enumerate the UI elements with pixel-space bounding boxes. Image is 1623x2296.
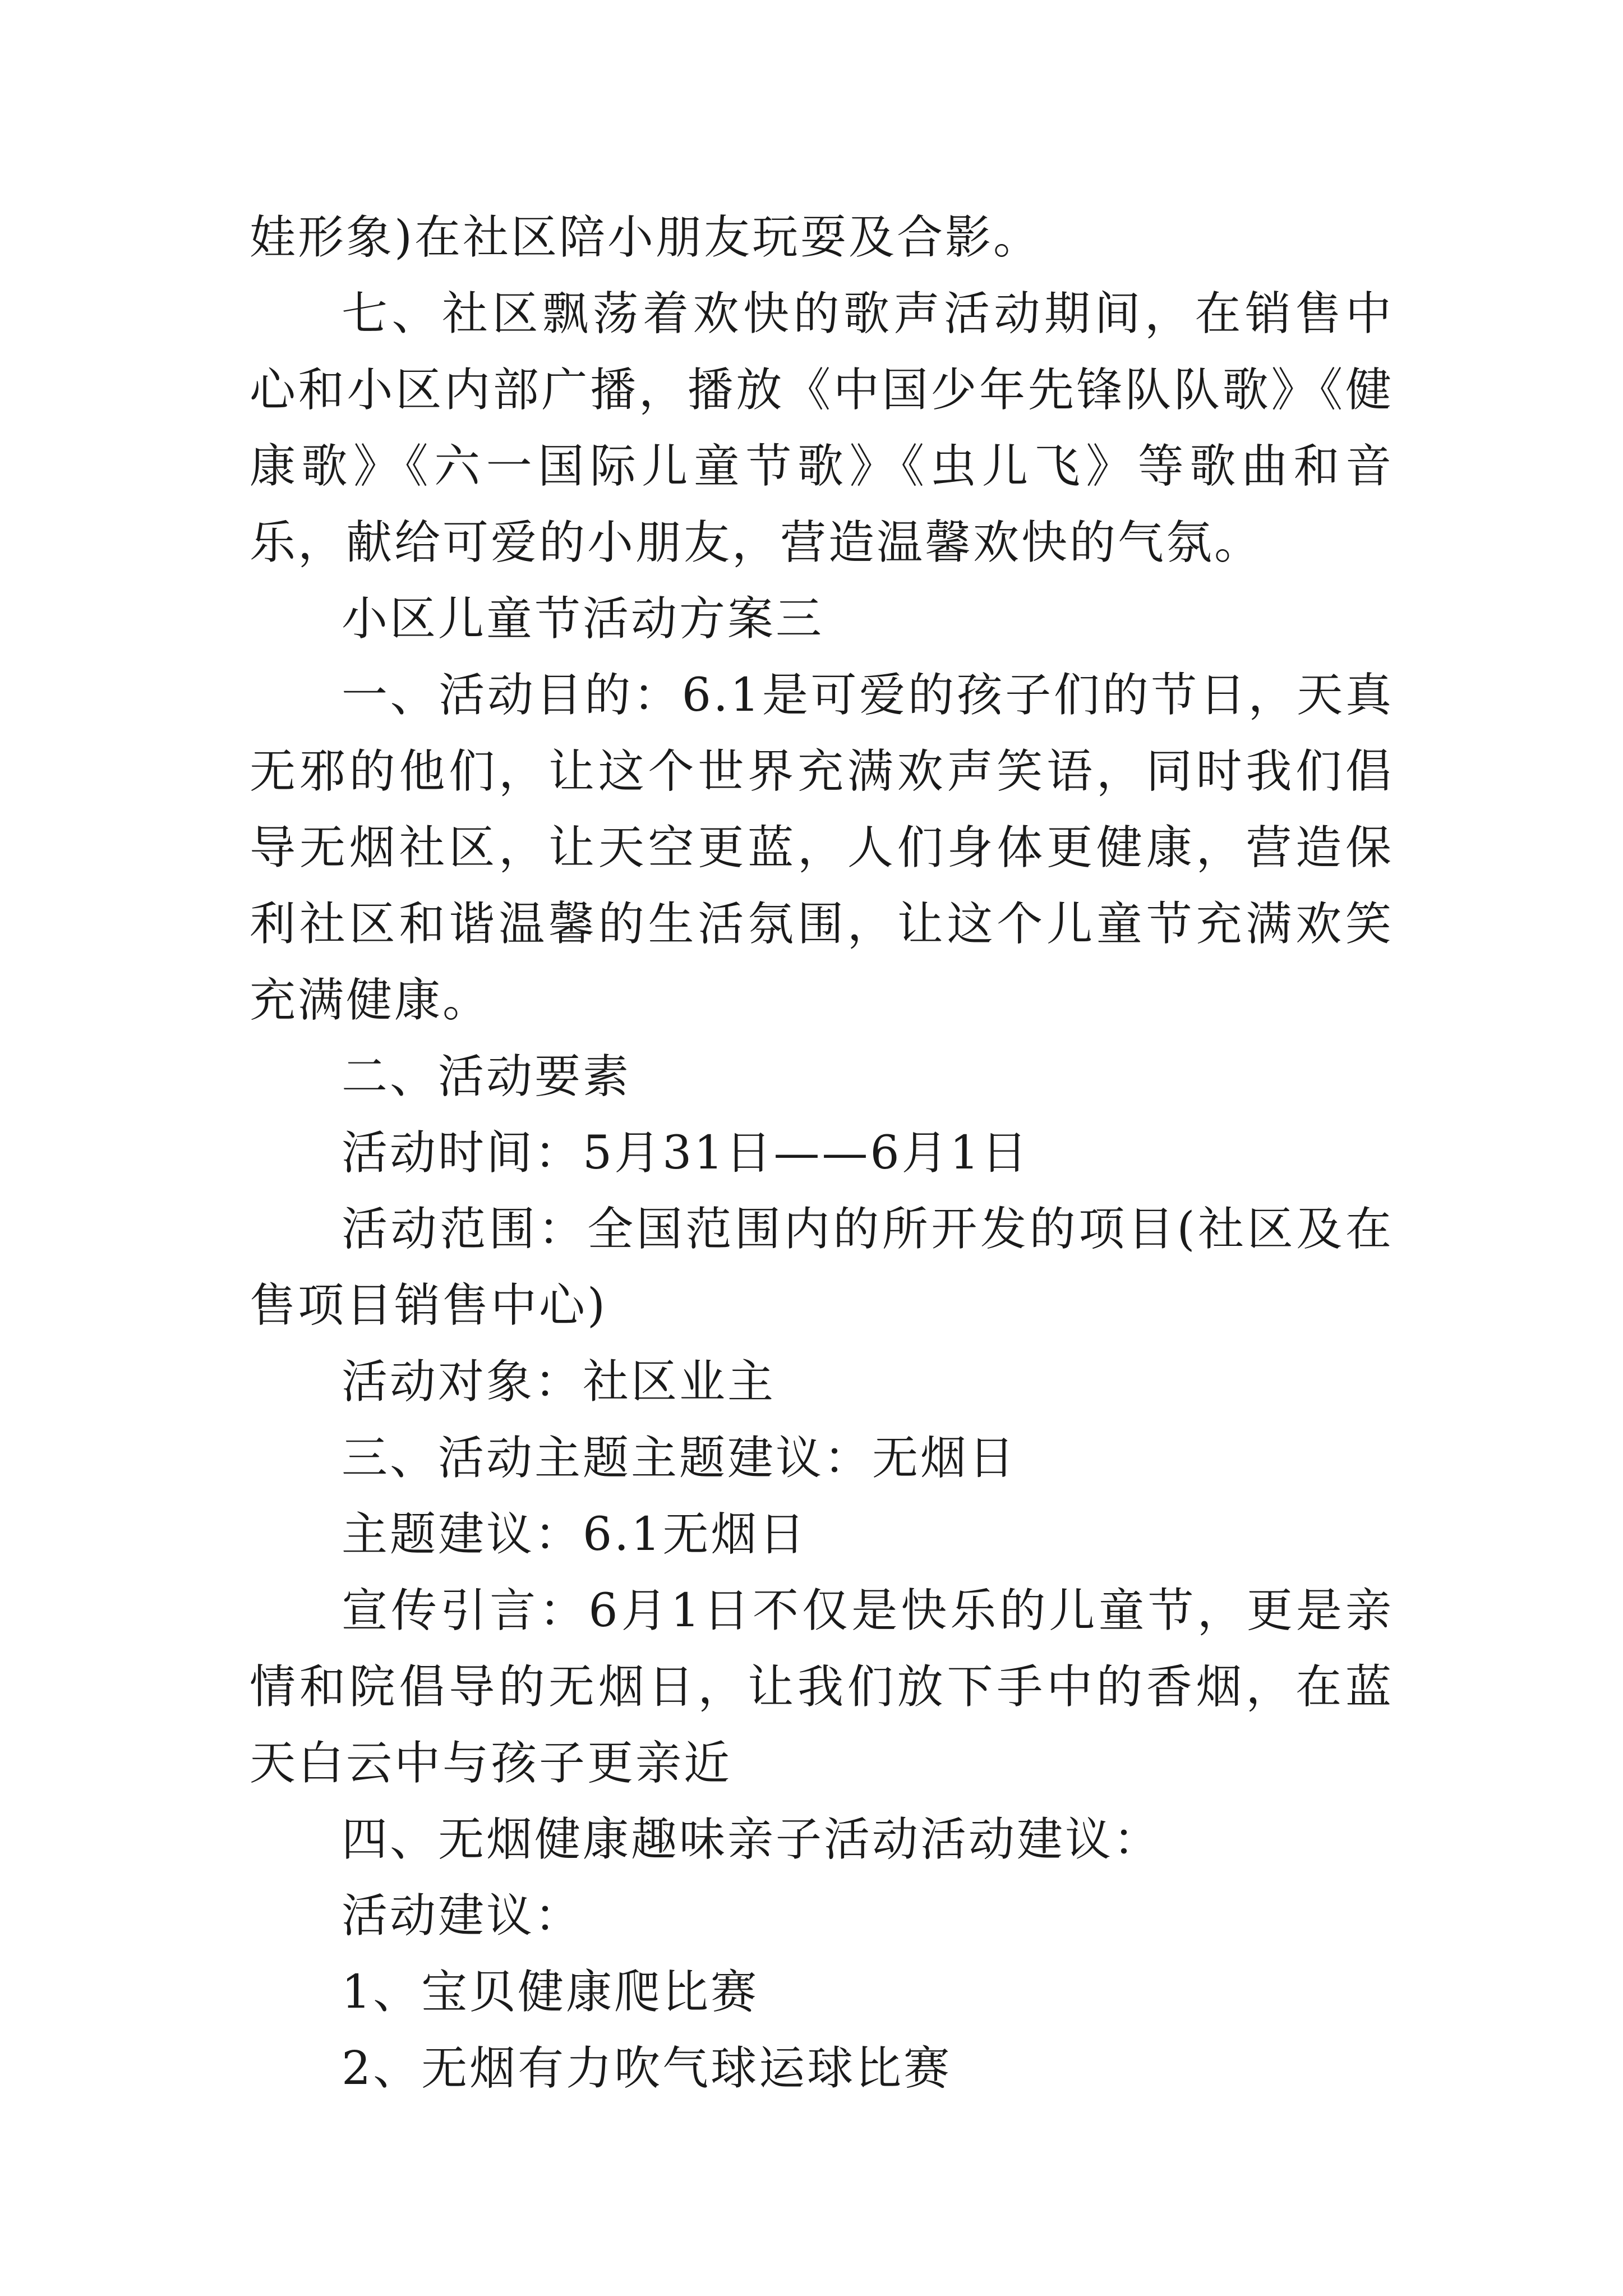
promo-intro: 宣传引言：6月1日不仅是快乐的儿童节，更是亲情和院倡导的无烟日，让我们放下手中的香烟，在蓝天白云中与孩子更亲近 — [250, 1584, 1394, 1790]
heading-family-activities: 四、无烟健康趣味亲子活动活动建议： — [342, 1813, 1162, 1866]
section-heading-plan-three: 小区儿童节活动方案三 — [342, 592, 824, 646]
activity-target: 活动对象：社区业主 — [342, 1355, 776, 1409]
paragraph-2: 七、社区飘荡着欢快的歌声活动期间，在销售中心和小区内部广播，播放《中国少年先锋队队歌》《健康歌》《六一国际儿童节歌》《虫儿飞》等歌曲和音乐，献给可爱的小朋友，营造温馨欢快的气氛。 — [250, 287, 1394, 569]
document-body — [250, 200, 1394, 2107]
activity-suggestions-label: 活动建议： — [342, 1889, 583, 1943]
theme-suggestion: 主题建议：6.1无烟日 — [342, 1508, 808, 1561]
paragraph-purpose: 一、活动目的：6.1是可爱的孩子们的节日，天真无邪的他们，让这个世界充满欢声笑语，同时我们倡导无烟社区，让天空更蓝，人们身体更健康，营造保利社区和谐温馨的生活氛围，让这个儿童节充满欢笑充满健康。 — [250, 669, 1394, 1027]
list-item-2: 2、无烟有力吹气球运球比赛 — [342, 2042, 952, 2095]
activity-scope: 活动范围：全国范围内的所开发的项目(社区及在售项目销售中心) — [250, 1203, 1394, 1332]
heading-activity-theme: 三、活动主题主题建议：无烟日 — [342, 1432, 1017, 1485]
paragraph-1: 娃形象)在社区陪小朋友玩耍及合影。 — [250, 211, 1041, 264]
activity-time: 活动时间：5月31日——6月1日 — [342, 1126, 1030, 1180]
heading-activity-elements: 二、活动要素 — [342, 1050, 631, 1103]
list-item-1: 1、宝贝健康爬比赛 — [342, 1966, 759, 2019]
